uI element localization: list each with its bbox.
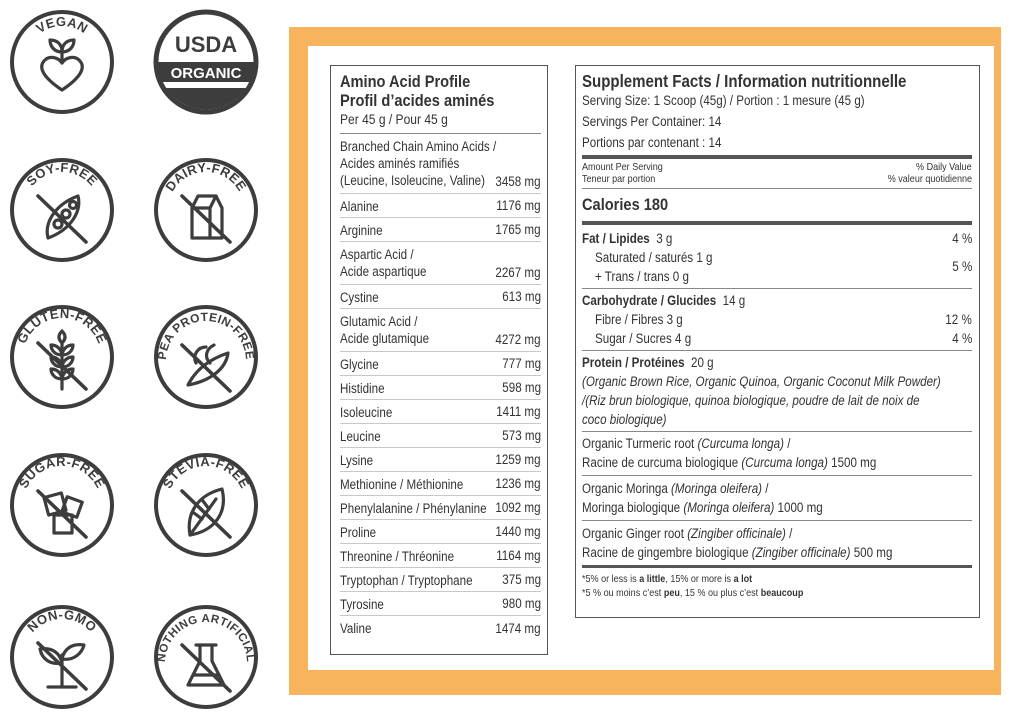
amino-acid-name: Branched Chain Amino Acids / Acides aminés ramifiés (Leucine, Isoleucine, Valine) <box>340 139 497 188</box>
non-gmo-label: NON-GMO <box>24 606 100 635</box>
amino-acid-name: Tyrosine <box>340 597 384 612</box>
soy-free-badge <box>8 156 116 264</box>
amino-acid-row <box>340 448 541 472</box>
amino-acid-row <box>340 472 541 496</box>
stevia-free-label: STEVIA-FREE <box>159 453 253 491</box>
amino-acid-amount: 980 mg <box>502 596 541 611</box>
protein-source-en: (Organic Brown Rice, Organic Quinoa, Organic Coconut Milk Powder) <box>582 374 941 389</box>
portions-per-container: Portions par contenant : 14 <box>582 135 722 150</box>
amino-acid-amount: 1474 mg <box>495 621 541 636</box>
amino-acid-row <box>340 194 541 218</box>
sprout-icon <box>38 643 86 689</box>
amino-title-fr: Profil d’acides aminés <box>340 91 495 110</box>
stevia-free-badge <box>152 451 260 559</box>
amino-acid-name: Tryptophan / Tryptophane <box>340 573 473 588</box>
supplement-facts-panel <box>575 65 980 618</box>
sugar-cubes-icon <box>38 491 86 537</box>
amino-acid-row <box>340 520 541 544</box>
amino-acid-name: Glutamic Acid / Acide glutamique <box>340 314 430 346</box>
non-gmo-badge <box>8 603 116 711</box>
amino-acid-name: Lysine <box>340 453 374 468</box>
ginger-en: Organic Ginger root (Zingiber officinale) / <box>582 526 793 541</box>
amino-acid-name: Aspartic Acid / Acide aspartique <box>340 247 427 279</box>
amino-acid-row <box>340 568 541 592</box>
amino-acid-amount: 598 mg <box>502 380 541 395</box>
amino-acid-amount: 2267 mg <box>495 265 541 280</box>
serving-size: Serving Size: 1 Scoop (45g) / Portion : 1 mesure (45 g) <box>582 93 865 108</box>
sugar-free-label: SUGAR-FREE <box>15 453 109 491</box>
amino-acid-row <box>340 400 541 424</box>
svg-text:GLUTEN-FREE <box>14 306 110 346</box>
amino-acid-name: Proline <box>340 525 377 540</box>
amino-acid-name: Methionine / Méthionine <box>340 477 464 492</box>
amino-acid-name: Leucine <box>340 429 381 444</box>
amino-acid-row <box>340 376 541 400</box>
amino-acid-amount: 375 mg <box>502 572 541 587</box>
nothing-artificial-badge <box>152 603 260 711</box>
fat-label: Fat / Lipides <box>582 231 650 246</box>
amino-acid-table <box>340 134 541 640</box>
sugar-daily-value: 4 % <box>951 331 972 346</box>
svg-text:SUGAR-FREE <box>16 454 109 491</box>
flask-icon <box>182 645 230 691</box>
gluten-free-label: GLUTEN-FREE <box>13 305 111 346</box>
amino-acid-profile-panel <box>330 65 548 655</box>
trans-fat: + Trans / trans 0 g <box>595 269 689 284</box>
amount-per-serving: Amount Per Serving <box>582 161 663 173</box>
facts-title: Supplement Facts / Information nutritionnelle <box>582 71 907 91</box>
amino-acid-name: Isoleucine <box>340 405 393 420</box>
servings-per-container: Servings Per Container: 14 <box>582 114 722 129</box>
fat-daily-value: 4 % <box>951 231 972 246</box>
amino-acid-amount: 1765 mg <box>495 222 541 237</box>
amino-acid-amount: 777 mg <box>502 356 541 371</box>
turmeric-fr: Racine de curcuma biologique (Curcuma longa) 1500 mg <box>582 455 877 470</box>
amino-acid-row <box>340 309 541 352</box>
amino-per-serving: Per 45 g / Pour 45 g <box>340 111 448 127</box>
gluten-free-badge <box>8 303 116 411</box>
dairy-free-badge <box>152 156 260 264</box>
amino-acid-amount: 1259 mg <box>495 452 541 467</box>
svg-text:STEVIA-FREE <box>160 454 253 491</box>
pea-protein-free-label: PEA PROTEIN-FREE <box>154 309 258 361</box>
amino-acid-amount: 4272 mg <box>495 332 541 347</box>
valeur-quotidienne-header: % valeur quotidienne <box>887 173 972 185</box>
amino-acid-amount: 573 mg <box>502 428 541 443</box>
footnote-fr: *5 % ou moins c’est peu, 15 % ou plus c’est beaucoup <box>582 587 804 599</box>
soy-free-label: SOY-FREE <box>23 159 101 189</box>
moringa-fr: Moringa biologique (Moringa oleifera) 1000 mg <box>582 500 823 515</box>
amino-acid-amount: 1176 mg <box>496 198 541 213</box>
amino-acid-amount: 613 mg <box>502 289 541 304</box>
svg-text:NON-GMO <box>24 607 100 635</box>
sat-trans-daily-value: 5 % <box>951 259 972 274</box>
heart-leaf-icon <box>42 40 83 90</box>
milk-carton-icon <box>182 196 230 242</box>
amino-acid-row <box>340 424 541 448</box>
turmeric-en: Organic Turmeric root (Curcuma longa) / <box>582 436 791 451</box>
carbohydrate-amount: 14 g <box>722 293 746 308</box>
protein-amount: 20 g <box>691 355 714 370</box>
amino-acid-row <box>340 242 541 285</box>
vegan-badge <box>8 8 116 116</box>
usda-label: USDA <box>174 32 238 57</box>
amino-acid-name: Cystine <box>340 290 379 305</box>
amino-acid-name: Histidine <box>340 381 385 396</box>
saturated-fat: Saturated / saturés 1 g <box>595 250 713 265</box>
vegan-label: VEGAN <box>33 13 91 37</box>
amino-acid-name: Arginine <box>340 223 383 238</box>
amino-acid-name: Phenylalanine / Phénylanine <box>340 501 487 516</box>
sugar: Sugar / Sucres 4 g <box>595 331 692 346</box>
fibre: Fibre / Fibres 3 g <box>595 312 683 327</box>
protein-label: Protein / Protéines <box>582 355 685 370</box>
nothing-artificial-label: NOTHING ARTIFICIAL <box>155 612 257 663</box>
footnote-en: *5% or less is a little, 15% or more is a lot <box>582 573 753 585</box>
amino-acid-amount: 1092 mg <box>495 500 541 515</box>
amino-acid-row <box>340 496 541 520</box>
usda-organic-badge <box>152 8 260 116</box>
svg-text:SOY-FREE <box>23 160 100 189</box>
amino-acid-name: Valine <box>340 621 372 636</box>
teneur-par-portion: Teneur par portion <box>582 173 656 185</box>
amino-title-en: Amino Acid Profile <box>340 72 471 91</box>
fibre-daily-value: 12 % <box>945 312 972 327</box>
wheat-icon <box>38 331 86 389</box>
amino-acid-row <box>340 592 541 616</box>
amino-acid-row <box>340 218 541 242</box>
pea-protein-free-badge <box>152 303 260 411</box>
soy-pod-icon <box>38 196 86 242</box>
amino-acid-amount: 3458 mg <box>495 174 541 189</box>
calories: Calories 180 <box>582 195 669 214</box>
svg-text:DAIRY-FREE <box>162 160 249 194</box>
organic-label: ORGANIC <box>170 65 242 82</box>
carbohydrate-label: Carbohydrate / Glucides <box>582 293 717 308</box>
fat-amount: 3 g <box>656 231 673 246</box>
amino-acid-row <box>340 134 541 194</box>
amino-acid-row <box>340 544 541 568</box>
moringa-en: Organic Moringa (Moringa oleifera) / <box>582 481 769 496</box>
amino-acid-row <box>340 285 541 309</box>
ginger-fr: Racine de gingembre biologique (Zingiber officinale) 500 mg <box>582 545 893 560</box>
amino-acid-name: Alanine <box>340 199 379 214</box>
amino-acid-amount: 1236 mg <box>495 476 541 491</box>
amino-acid-name: Glycine <box>340 357 379 372</box>
pea-pod-icon <box>182 345 230 391</box>
amino-acid-row <box>340 616 541 640</box>
protein-source-fr-1: /(Riz brun biologique, quinoa biologique, poudre de lait de noix de <box>582 393 920 408</box>
stevia-leaf-icon <box>182 489 230 537</box>
amino-acid-amount: 1440 mg <box>495 524 541 539</box>
amino-acid-name: Threonine / Thréonine <box>340 549 455 564</box>
protein-source-fr-2: coco biologique) <box>582 412 667 427</box>
amino-acid-row <box>340 352 541 376</box>
amino-acid-amount: 1411 mg <box>496 404 541 419</box>
daily-value-header: % Daily Value <box>916 161 972 173</box>
amino-acid-amount: 1164 mg <box>496 548 541 563</box>
usda-seal-icon <box>152 8 260 116</box>
sugar-free-badge <box>8 451 116 559</box>
dairy-free-label: DAIRY-FREE <box>162 159 250 194</box>
